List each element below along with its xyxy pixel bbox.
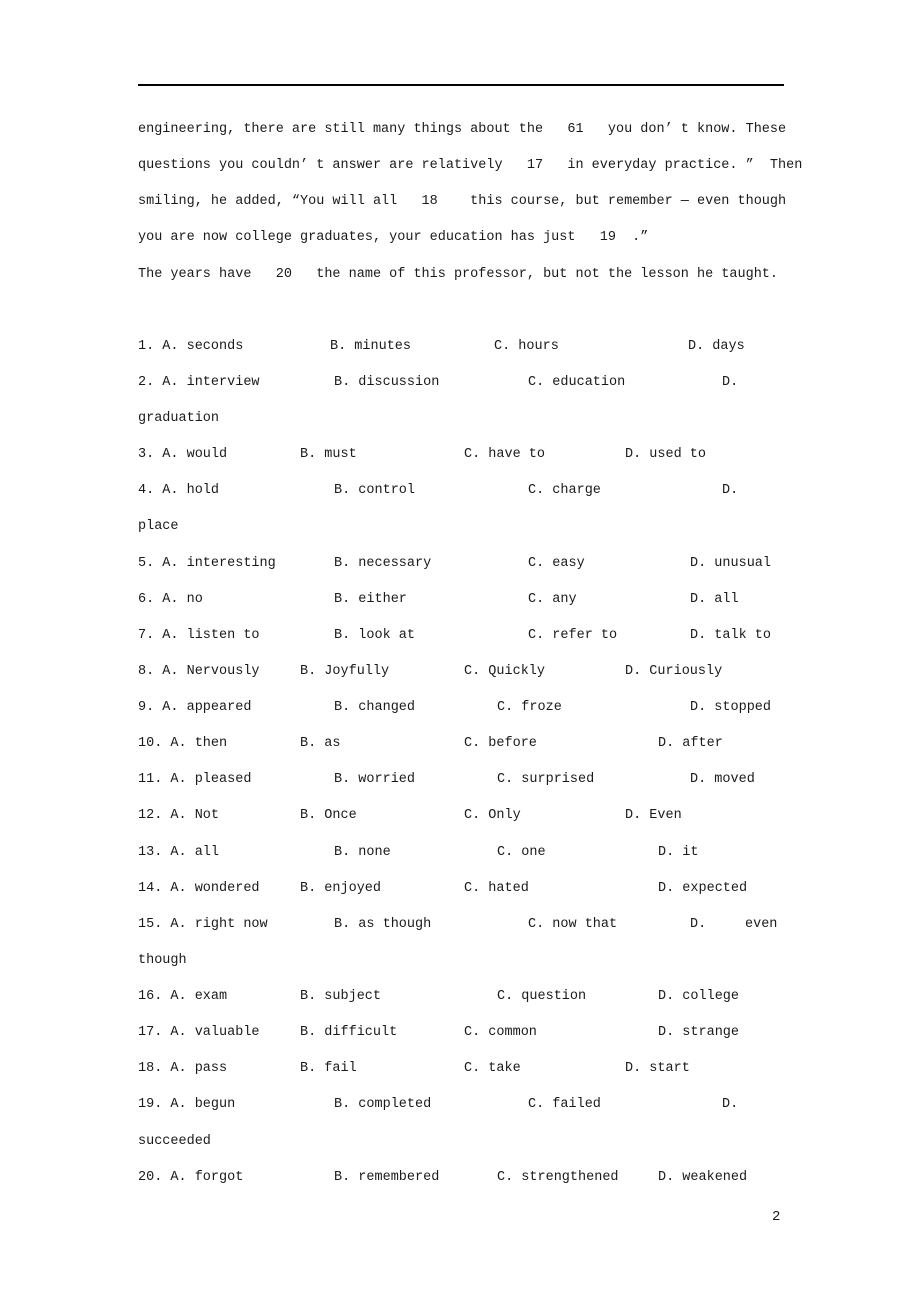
question-number-and-option-a: 16. A. exam [138,989,228,1004]
question-line [138,762,838,798]
option-segment: B. fail [300,1061,357,1077]
question-number-and-option-a: 1. A. seconds [138,338,244,354]
question-line [138,979,838,1015]
question-list [138,329,838,1196]
question-number-and-option-a: 14. A. wondered [138,880,260,896]
option-segment: B. Once [300,808,357,824]
option-segment: C. Quickly [464,663,546,679]
option-segment: C. froze [497,700,562,715]
question-number-and-option-a: 7. A. listen to [138,627,260,643]
question-wrap-line: though [138,952,187,968]
option-segment: D. [722,1097,739,1113]
option-segment: D. moved [690,772,755,788]
option-segment: B. as [300,736,341,752]
passage-line: The years have 20 the name of this professor, but not the lesson he taught. [138,266,779,282]
question-number-and-option-a: 18. A. pass [138,1061,228,1077]
question-line [138,654,838,690]
question-number-and-option-a: 17. A. valuable [138,1025,260,1041]
option-segment: B. completed [334,1097,432,1113]
option-segment: C. charge [528,483,601,499]
option-segment: C. have to [464,447,546,463]
question-line [138,1160,838,1196]
option-segment: C. education [528,374,626,390]
header-rule [138,84,784,86]
option-segment: C. common [464,1025,537,1041]
option-segment: D. unusual [690,555,772,571]
question-number-and-option-a: 15. A. right now [138,916,268,932]
option-segment: D. days [688,338,745,354]
option-segment: C. take [464,1061,521,1077]
passage-line: engineering, there are still many things about the 61 you don’ t know. These [138,122,787,137]
question-line [138,546,838,582]
question-line [138,582,838,618]
option-segment: B. necessary [334,555,432,571]
question-line [138,1087,838,1123]
option-segment: D. it [658,844,699,860]
option-segment: even [745,916,778,932]
option-segment: B. none [334,844,391,860]
option-segment: B. remembered [334,1169,440,1185]
option-segment: D. used to [625,447,707,463]
option-segment: D. college [658,989,740,1004]
question-line [138,726,838,762]
question-number-and-option-a: 4. A. hold [138,483,220,499]
option-segment: B. worried [334,772,416,788]
option-segment: C. surprised [497,772,595,788]
question-line [138,437,838,473]
option-segment: C. any [528,591,577,607]
question-number-and-option-a: 5. A. interesting [138,555,276,571]
question-line [138,329,838,365]
option-segment: D. Even [625,808,682,824]
question-line [138,835,838,871]
option-segment: D. after [658,736,723,752]
passage-line: smiling, he added, “You will all 18 this course, but remember — even though [138,194,787,210]
question-line [138,473,838,509]
option-segment: D. weakened [658,1169,748,1185]
question-wrap-line: graduation [138,411,220,426]
question-line [138,365,838,401]
option-segment: D. talk to [690,627,772,643]
question-line [138,618,838,654]
option-segment: D. expected [658,880,748,896]
option-segment: C. Only [464,808,521,824]
option-segment: C. one [497,844,546,860]
question-number-and-option-a: 11. A. pleased [138,772,252,788]
option-segment: D. [690,916,707,932]
option-segment: D. [722,374,739,390]
question-number-and-option-a: 10. A. then [138,736,228,752]
question-number-and-option-a: 9. A. appeared [138,700,252,715]
question-number-and-option-a: 19. A. begun [138,1097,236,1113]
passage-line: you are now college graduates, your education has just 19 .” [138,230,649,246]
option-segment: B. as though [334,916,432,932]
option-segment: D. start [625,1061,690,1077]
option-segment: D. stopped [690,700,772,715]
option-segment: C. question [497,989,587,1004]
option-segment: B. must [300,447,357,463]
passage [138,112,838,293]
question-number-and-option-a: 6. A. no [138,591,203,607]
question-line [138,1051,838,1087]
option-segment: C. easy [528,555,585,571]
option-segment: B. difficult [300,1025,398,1041]
option-segment: B. Joyfully [300,663,390,679]
question-wrap-line: succeeded [138,1133,211,1149]
question-number-and-option-a: 13. A. all [138,844,220,860]
question-number-and-option-a: 20. A. forgot [138,1169,244,1185]
option-segment: C. refer to [528,627,618,643]
option-segment: D. strange [658,1025,740,1041]
option-segment: B. look at [334,627,416,643]
option-segment: C. now that [528,916,618,932]
option-segment: C. failed [528,1097,601,1113]
blank-line [138,293,838,329]
option-segment: D. Curiously [625,663,723,679]
question-number-and-option-a: 2. A. interview [138,374,260,390]
option-segment: D. [722,483,739,499]
page-number: 2 [772,1209,781,1225]
option-segment: C. hours [494,338,559,354]
option-segment: D. all [690,591,739,607]
option-segment: B. discussion [334,374,440,390]
option-segment: B. minutes [330,338,412,354]
option-segment: C. before [464,736,537,752]
question-number-and-option-a: 12. A. Not [138,808,220,824]
question-number-and-option-a: 8. A. Nervously [138,663,260,679]
option-segment: C. hated [464,880,529,896]
option-segment: B. control [334,483,416,499]
option-segment: B. changed [334,700,416,715]
question-line [138,798,838,834]
passage-line: questions you couldn’ t answer are relatively 17 in everyday practice. ” Then [138,158,803,174]
option-segment: B. enjoyed [300,880,382,896]
question-line [138,1015,838,1051]
option-segment: C. strengthened [497,1169,619,1185]
question-line [138,871,838,907]
question-line [138,690,838,726]
option-segment: B. subject [300,989,382,1004]
question-line [138,907,838,943]
option-segment: B. either [334,591,407,607]
page-content [138,112,838,1196]
question-number-and-option-a: 3. A. would [138,447,228,463]
question-wrap-line: place [138,519,179,535]
